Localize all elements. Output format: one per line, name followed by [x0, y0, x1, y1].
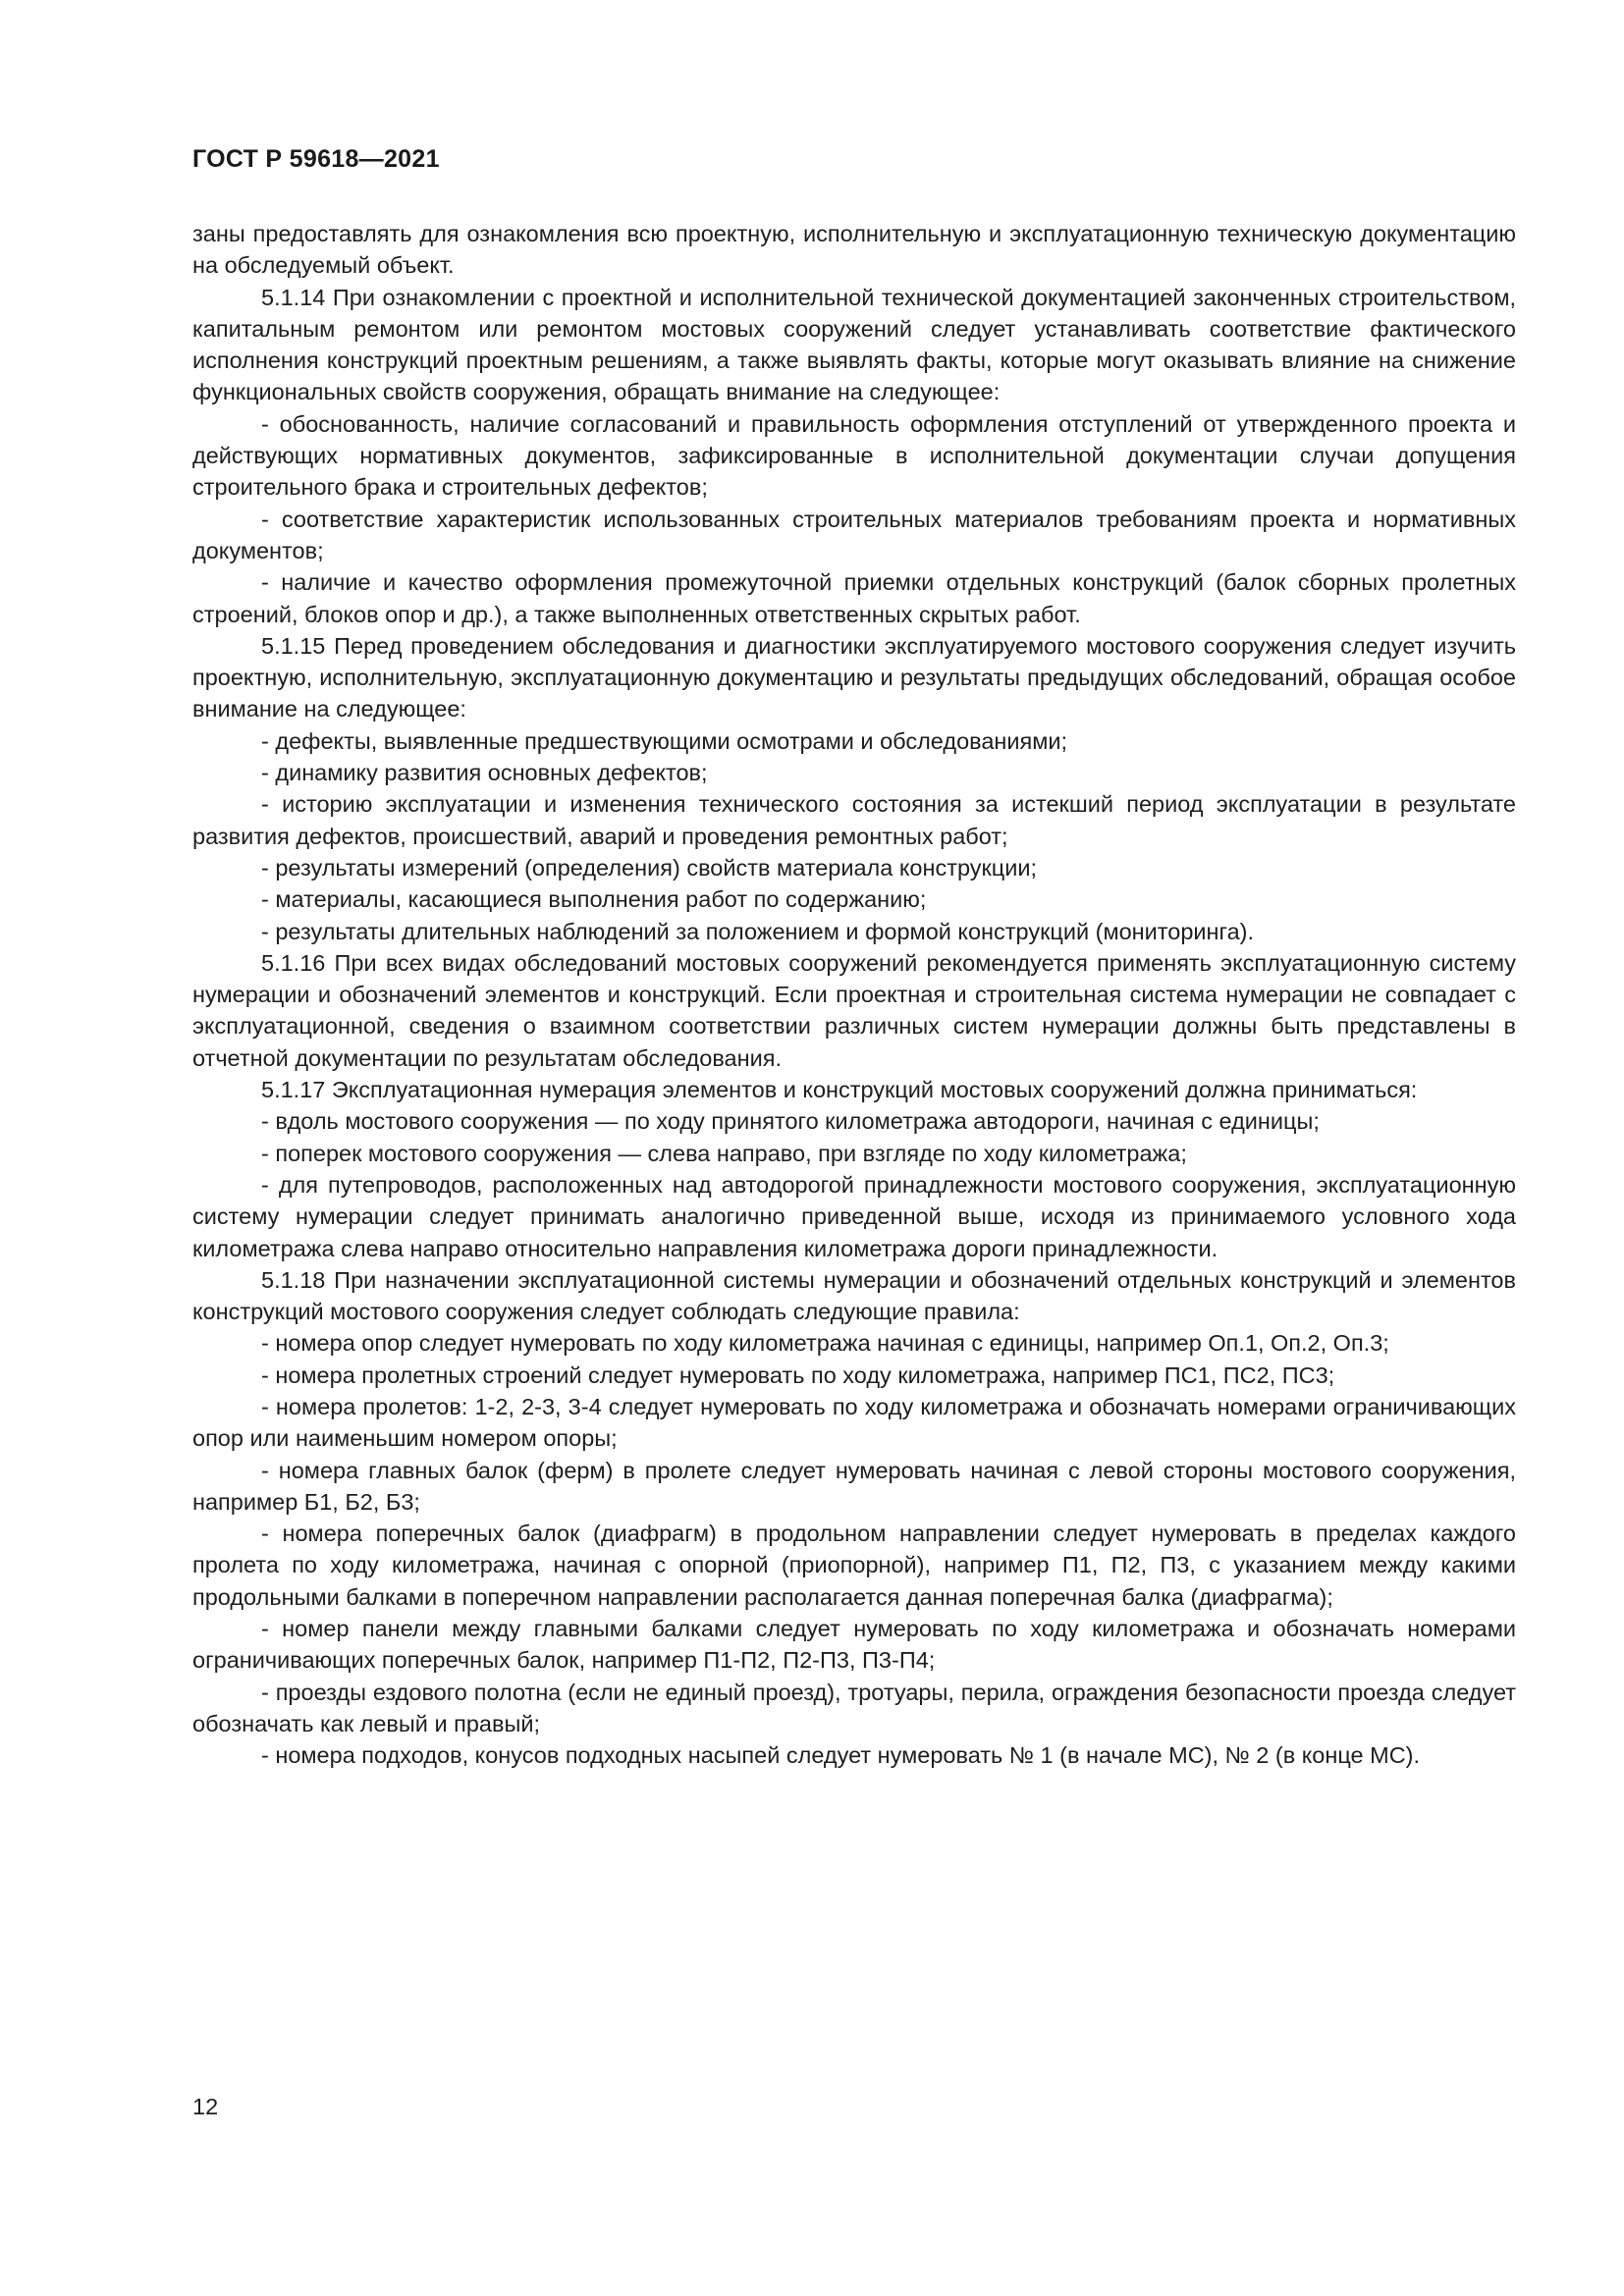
paragraph-5-1-16: 5.1.16 При всех видах обследований мостовых сооружений рекомендуется применять эксплуатационную систему нумерации и обозначений элементов и конструкций. Если проектная и строительная система нумерации не совпадает с эксплуатационной, сведения о взаимном соответствии различных систем нумерации должны быть представлены в отчетной документации по результатам обследования.: [192, 949, 1516, 1071]
list-item: - номера пролетов: 1-2, 2-3, 3-4 следует нумеровать по ходу километража и обозначать номерами ограничивающих опор или наименьшим номером опоры;: [192, 1393, 1516, 1452]
paragraph-5-1-18: 5.1.18 При назначении эксплуатационной системы нумерации и обозначений отдельных конструкций и элементов конструкций мостового сооружения следует соблюдать следующие правила:: [192, 1266, 1516, 1325]
list-item: - наличие и качество оформления промежуточной приемки отдельных конструкций (балок сборных пролетных строений, блоков опор и др.), а также выполненных ответственных скрытых работ.: [192, 569, 1516, 627]
document-header: ГОСТ Р 59618—2021: [192, 145, 440, 173]
list-item: - вдоль мостового сооружения — по ходу принятого километража автодороги, начиная с единицы;: [261, 1108, 1320, 1135]
list-item: - результаты длительных наблюдений за положением и формой конструкций (мониторинга).: [261, 918, 1254, 944]
list-item: - дефекты, выявленные предшествующими осмотрами и обследованиями;: [261, 727, 1068, 754]
list-item: - номера главных балок (ферм) в пролете следует нумеровать начиная с левой стороны мостового сооружения, например Б1, Б2, Б3;: [192, 1457, 1516, 1515]
list-item: - материалы, касающиеся выполнения работ по содержанию;: [261, 886, 927, 913]
list-item: - номера опор следует нумеровать по ходу километража начиная с единицы, например Оп.1, Оп.2, Оп.3;: [261, 1330, 1389, 1357]
list-item: - результаты измерений (определения) свойств материала конструкции;: [261, 854, 1038, 881]
list-item: - номер панели между главными балками следует нумеровать по ходу километража и обозначать номерами ограничивающих поперечных балок, например П1-П2, П2-П3, П3-П4;: [192, 1616, 1516, 1674]
list-item: - динамику развития основных дефектов;: [261, 760, 708, 786]
page-number: 12: [192, 2094, 219, 2119]
list-item: - для путепроводов, расположенных над автодорогой принадлежности мостового сооружения, эксплуатационную систему нумерации следует принимать аналогично приведенной выше, исходя из принимаемого условного хода километража слева направо относительно направления километража дороги принадлежности.: [192, 1171, 1516, 1261]
paragraph-5-1-15: 5.1.15 Перед проведением обследования и диагностики эксплуатируемого мостового сооружения следует изучить проектную, исполнительную, эксплуатационную документацию и результаты предыдущих обследований, обращая особое внимание на следующее:: [192, 632, 1516, 722]
list-item: - обоснованность, наличие согласований и правильность оформления отступлений от утвержденного проекта и действующих нормативных документов, зафиксированные в исполнительной документации случаи допущения строительного брака и строительных дефектов;: [192, 410, 1516, 501]
paragraph-5-1-14: 5.1.14 При ознакомлении с проектной и исполнительной технической документацией законченных строительством, капитальным ремонтом или ремонтом мостовых сооружений следует устанавливать соответствие фактического исполнения конструкций проектным решениям, а также выявлять факты, которые могут оказывать влияние на снижение функциональных свойств сооружения, обращать внимание на следующее:: [192, 284, 1516, 405]
list-item: - поперек мостового сооружения — слева направо, при взгляде по ходу километража;: [261, 1140, 1187, 1166]
paragraph-5-1-17: 5.1.17 Эксплуатационная нумерация элементов и конструкций мостовых сооружений должна приниматься:: [261, 1077, 1418, 1103]
list-item: - историю эксплуатации и изменения технического состояния за истекший период эксплуатации в результате развития дефектов, происшествий, аварий и проведения ремонтных работ;: [192, 791, 1516, 849]
paragraph: заны предоставлять для ознакомления всю проектную, исполнительную и эксплуатационную техническую документацию на обследуемый объект.: [192, 221, 1516, 279]
list-item: - соответствие характеристик использованных строительных материалов требованиям проекта и нормативных документов;: [192, 506, 1516, 563]
list-item: - номера подходов, конусов подходных насыпей следует нумеровать № 1 (в начале МС), № 2 (в конце МС).: [261, 1742, 1421, 1769]
document-body: [192, 218, 1516, 1772]
list-item: - номера пролетных строений следует нумеровать по ходу километража, например ПС1, ПС2, ПС3;: [261, 1362, 1335, 1388]
list-item: - проезды ездового полотна (если не единый проезд), тротуары, перила, ограждения безопасности проезда следует обозначать как левый и правый;: [192, 1679, 1516, 1736]
list-item: - номера поперечных балок (диафрагм) в продольном направлении следует нумеровать в пределах каждого пролета по ходу километража, начиная с опорной (приопорной), например П1, П2, П3, с указанием между какими продольными балками в поперечном направлении располагается данная поперечная балка (диафрагма);: [192, 1521, 1516, 1610]
